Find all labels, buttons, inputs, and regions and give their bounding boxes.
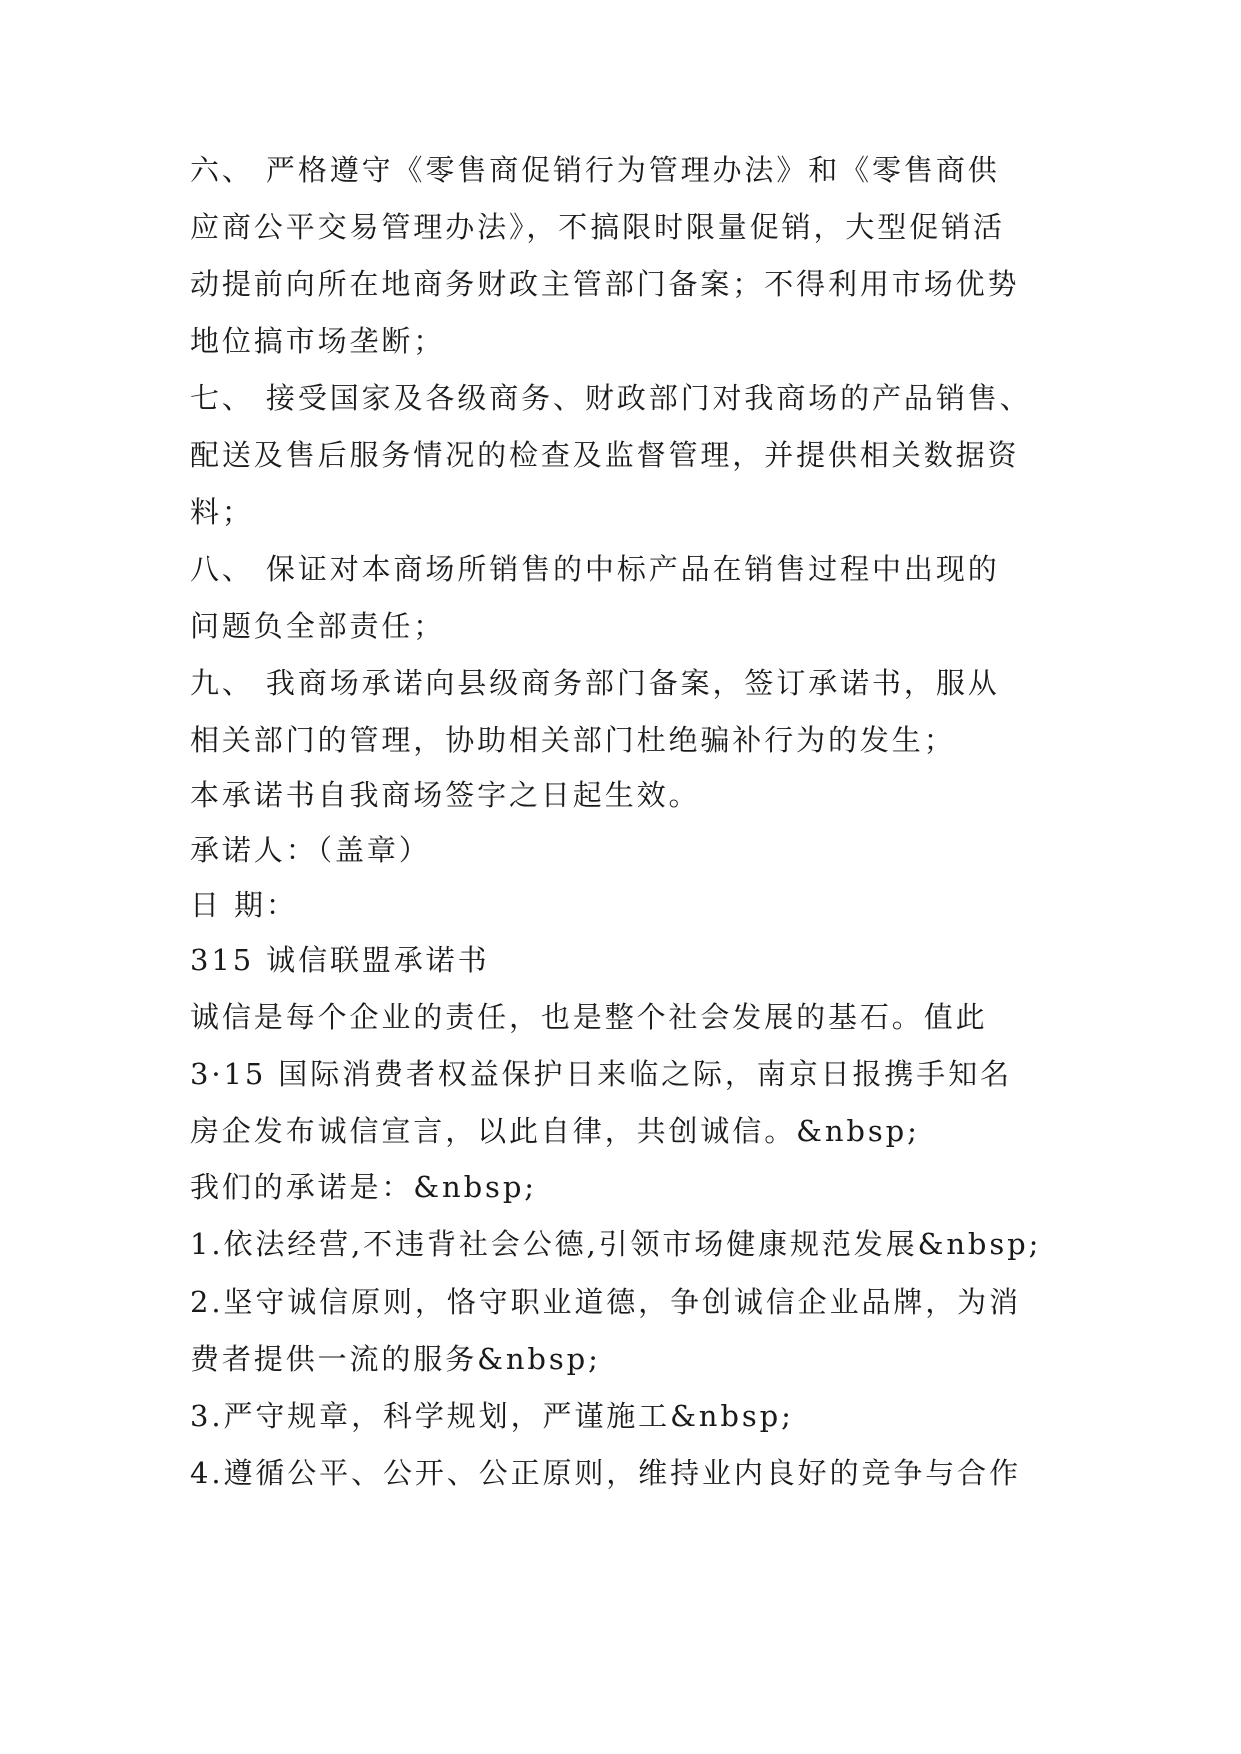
list-item-continuation: 费者提供一流的服务&nbsp; [190,1342,601,1376]
paragraph-line: 动提前向所在地商务财政主管部门备案；不得利用市场优势 [190,267,1020,301]
paragraph-line: 料； [190,495,254,529]
paragraph-line: 六、 严格遵守《零售商促销行为管理办法》和《零售商供 [190,153,1000,187]
paragraph-line: 地位搞市场垄断； [190,324,446,358]
paragraph-line: 相关部门的管理，协助相关部门杜绝骗补行为的发生； [190,723,956,757]
paragraph-line: 七、 接受国家及各级商务、财政部门对我商场的产品销售、 [190,381,1032,415]
list-item: 1.依法经营,不违背社会公德,引领市场健康规范发展&nbsp; [190,1227,1042,1261]
paragraph-line: 应商公平交易管理办法》，不搞限时限量促销，大型促销活 [190,210,1005,244]
paragraph-line: 配送及售后服务情况的检查及监督管理，并提供相关数据资 [190,438,1020,472]
date-line: 日 期： [190,888,298,922]
paragraph-line: 九、 我商场承诺向县级商务部门备案，签订承诺书，服从 [190,666,1000,700]
paragraph-line: 房企发布诚信宣言，以此自律，共创诚信。&nbsp; [190,1114,920,1148]
paragraph-line: 八、 保证对本商场所销售的中标产品在销售过程中出现的 [190,552,1000,586]
paragraph-line: 本承诺书自我商场签字之日起生效。 [190,778,701,812]
paragraph-line: 诚信是每个企业的责任，也是整个社会发展的基石。值此 [190,1000,988,1034]
paragraph-line: 我们的承诺是：&nbsp; [190,1170,537,1204]
paragraph-line: 问题负全部责任； [190,609,446,643]
list-item: 2.坚守诚信原则，恪守职业道德，争创诚信企业品牌，为消 [190,1285,1021,1319]
signatory-line: 承诺人：（盖章） [190,833,431,867]
list-item: 4.遵循公平、公开、公正原则，维持业内良好的竞争与合作 [190,1456,1021,1490]
section-title: 315 诚信联盟承诺书 [190,943,490,977]
paragraph-line: 3·15 国际消费者权益保护日来临之际，南京日报携手知名 [190,1057,1012,1091]
list-item: 3.严守规章，科学规划，严谨施工&nbsp; [190,1399,794,1433]
